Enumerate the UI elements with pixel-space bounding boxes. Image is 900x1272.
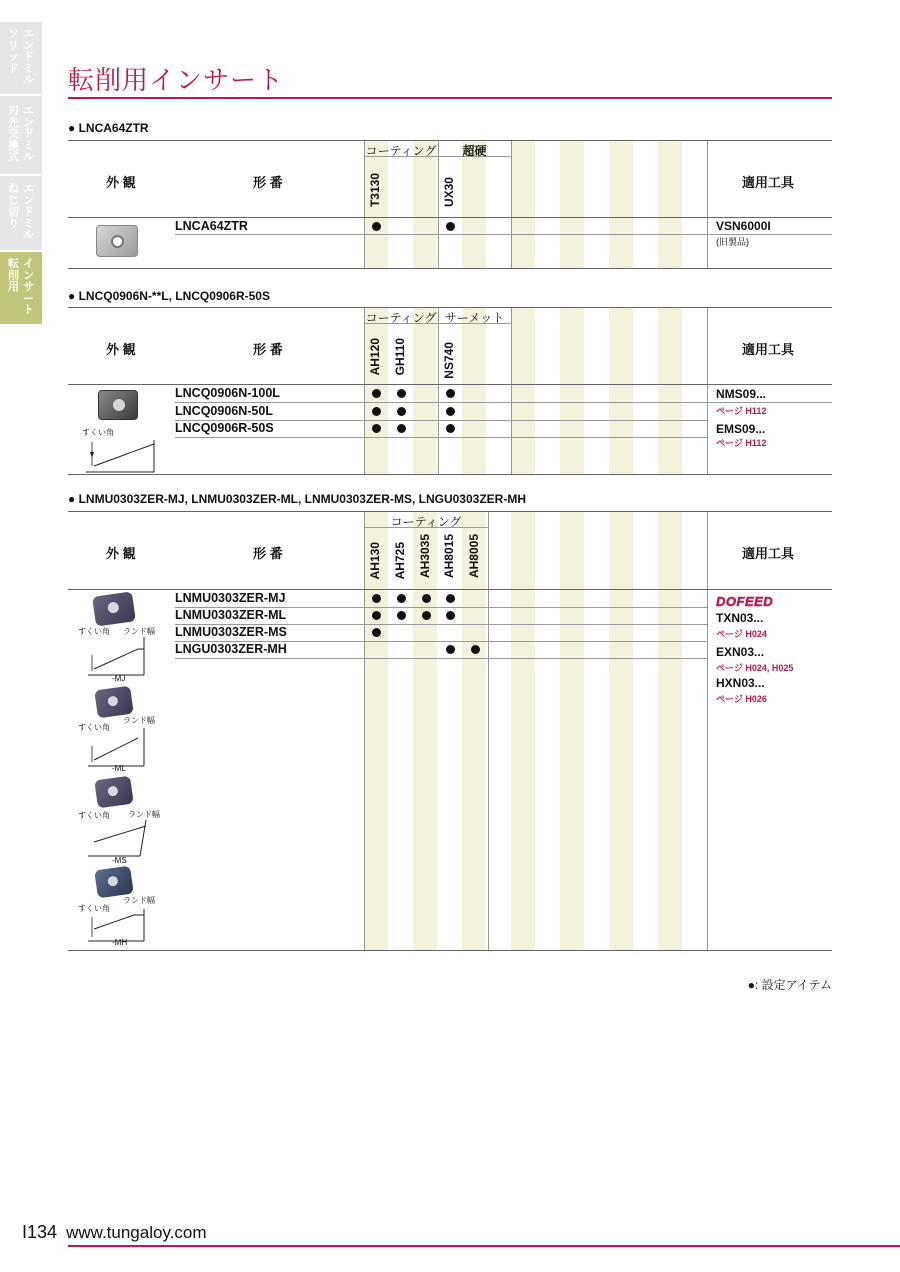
header-tool: 適用工具 bbox=[742, 546, 795, 561]
page-ref-link[interactable]: ページ H112 bbox=[716, 406, 767, 416]
availability-dot bbox=[397, 424, 406, 433]
grade-header: T3130 bbox=[368, 173, 382, 208]
group-carbide: 超硬 bbox=[462, 144, 487, 158]
availability-dot bbox=[372, 222, 381, 231]
model-cell: LNCQ0906R-50S bbox=[175, 421, 274, 435]
edge-diagram bbox=[88, 726, 148, 768]
group-cermet: サーメット bbox=[444, 311, 505, 325]
insert-image bbox=[94, 776, 134, 809]
availability-dot bbox=[372, 594, 381, 603]
availability-dot bbox=[422, 611, 431, 620]
grade-header: AH3035 bbox=[418, 534, 432, 579]
insert-image bbox=[94, 866, 134, 899]
dofeed-logo bbox=[716, 594, 773, 609]
header-model: 形 番 bbox=[253, 546, 283, 561]
insert-image bbox=[94, 686, 134, 719]
availability-dot bbox=[446, 389, 455, 398]
grade-header: AH120 bbox=[368, 338, 382, 376]
availability-dot bbox=[471, 645, 480, 654]
sidebar-tab-indexable-endmill[interactable]: エンドミル 刃先交換式 bbox=[0, 96, 42, 174]
type-label: -MH bbox=[112, 938, 128, 947]
type-label: -MS bbox=[112, 856, 127, 865]
section3-table bbox=[68, 511, 832, 951]
availability-dot bbox=[446, 424, 455, 433]
model-cell: LNGU0303ZER-MH bbox=[175, 642, 287, 656]
rake-label: すくい角 bbox=[78, 723, 110, 732]
header-tool: 適用工具 bbox=[742, 175, 795, 190]
model-cell: LNCQ0906N-100L bbox=[175, 386, 280, 400]
grade-header: AH725 bbox=[393, 542, 407, 580]
tool-name[interactable]: NMS09... bbox=[716, 387, 767, 401]
website-link[interactable]: www.tungaloy.com bbox=[66, 1223, 207, 1242]
tool-name[interactable]: HXN03... bbox=[716, 676, 765, 690]
grade-header: AH130 bbox=[368, 542, 382, 580]
rake-label: すくい角 bbox=[78, 811, 110, 820]
rake-label: すくい角 bbox=[78, 627, 110, 636]
section2-title: ● LNCQ0906N-**L, LNCQ0906R-50S bbox=[68, 289, 270, 303]
header-appearance: 外 観 bbox=[106, 342, 136, 357]
tool-name[interactable]: TXN03... bbox=[716, 611, 764, 625]
availability-dot bbox=[397, 611, 406, 620]
availability-dot bbox=[446, 594, 455, 603]
group-coating: コーティング bbox=[365, 144, 437, 158]
page-ref-link[interactable]: ページ H024 bbox=[716, 629, 767, 639]
section2-table bbox=[68, 307, 832, 475]
availability-dot bbox=[446, 611, 455, 620]
availability-dot bbox=[422, 594, 431, 603]
tool-name[interactable]: EMS09... bbox=[716, 422, 766, 436]
grade-header: NS740 bbox=[442, 342, 456, 379]
sidebar-tab-thread-endmill[interactable]: エンドミル ねじ切り bbox=[0, 176, 42, 250]
page-title: 転削用インサート bbox=[68, 65, 285, 95]
availability-dot bbox=[446, 222, 455, 231]
header-appearance: 外 観 bbox=[106, 546, 136, 561]
grade-header: GH110 bbox=[393, 338, 407, 376]
land-label: ランド幅 bbox=[123, 627, 155, 636]
footer bbox=[22, 1222, 207, 1243]
insert-image bbox=[92, 591, 136, 626]
type-label: -ML bbox=[112, 764, 126, 773]
model-cell: LNCQ0906N-50L bbox=[175, 404, 273, 418]
sidebar-tab-solid-endmill[interactable]: エンドミル ソリッド bbox=[0, 22, 42, 94]
availability-dot bbox=[397, 389, 406, 398]
tool-note: (旧製品) bbox=[716, 237, 749, 247]
section1-title: ● LNCA64ZTR bbox=[68, 121, 149, 135]
page-ref-link[interactable]: ページ H026 bbox=[716, 694, 767, 704]
land-label: ランド幅 bbox=[128, 810, 160, 819]
availability-dot bbox=[397, 407, 406, 416]
availability-dot bbox=[372, 407, 381, 416]
availability-dot bbox=[446, 645, 455, 654]
header-model: 形 番 bbox=[253, 175, 283, 190]
availability-dot bbox=[372, 628, 381, 637]
edge-diagram bbox=[88, 635, 148, 677]
page-ref-link[interactable]: ページ H024, H025 bbox=[716, 663, 794, 673]
land-label: ランド幅 bbox=[123, 896, 155, 905]
type-label: -MJ bbox=[112, 674, 126, 683]
legend: ●: 設定アイテム bbox=[747, 978, 832, 992]
group-coating: コーティング bbox=[390, 515, 462, 529]
rake-diagram bbox=[86, 436, 156, 474]
group-coating: コーティング bbox=[365, 311, 437, 325]
model-cell: LNMU0303ZER-ML bbox=[175, 608, 287, 622]
availability-dot bbox=[372, 424, 381, 433]
availability-dot bbox=[397, 594, 406, 603]
header-appearance: 外 観 bbox=[106, 175, 136, 190]
insert-image bbox=[96, 225, 138, 257]
tool-name[interactable]: EXN03... bbox=[716, 645, 765, 659]
model-cell: LNCA64ZTR bbox=[175, 219, 248, 233]
section1-table bbox=[68, 140, 832, 269]
grade-header: AH8015 bbox=[442, 534, 456, 579]
page-ref-link[interactable]: ページ H112 bbox=[716, 438, 767, 448]
brand-logo-text: DOFEED bbox=[716, 594, 774, 609]
insert-image bbox=[98, 390, 138, 420]
availability-dot bbox=[372, 389, 381, 398]
tool-name[interactable]: VSN6000I bbox=[716, 219, 771, 233]
title-rule bbox=[68, 97, 832, 99]
edge-diagram bbox=[88, 818, 150, 858]
header-tool: 適用工具 bbox=[742, 342, 795, 357]
rake-label: すくい角 bbox=[78, 904, 110, 913]
availability-dot bbox=[446, 407, 455, 416]
grade-header: UX30 bbox=[442, 177, 456, 208]
land-label: ランド幅 bbox=[123, 716, 155, 725]
sidebar-tab-milling-inserts[interactable]: インサート 転削用 bbox=[0, 252, 42, 324]
header-model: 形 番 bbox=[253, 342, 283, 357]
section3-title: ● LNMU0303ZER-MJ, LNMU0303ZER-ML, LNMU0303ZER-MS, LNGU0303ZER-MH bbox=[68, 492, 526, 506]
footer-rule bbox=[68, 1245, 900, 1247]
page-number: I134 bbox=[22, 1222, 58, 1242]
model-cell: LNMU0303ZER-MJ bbox=[175, 591, 286, 605]
grade-header: AH8005 bbox=[467, 534, 481, 579]
rake-label: すくい角 bbox=[82, 428, 114, 437]
availability-dot bbox=[372, 611, 381, 620]
model-cell: LNMU0303ZER-MS bbox=[175, 625, 287, 639]
